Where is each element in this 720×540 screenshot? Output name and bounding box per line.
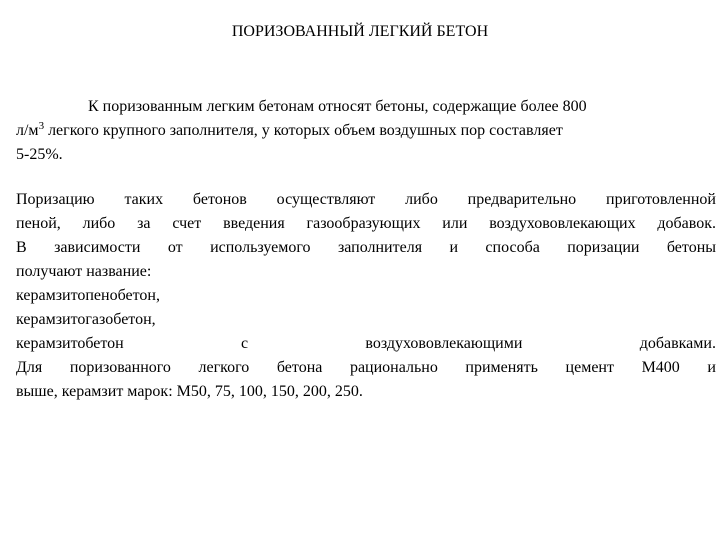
word: применять — [465, 359, 538, 376]
word: таких — [124, 191, 164, 208]
word: либо — [82, 215, 116, 232]
word: Поризацию — [16, 191, 95, 208]
word: бетонов — [192, 191, 247, 208]
word: и — [449, 239, 459, 256]
word: пеной, — [16, 215, 61, 232]
word: или — [442, 215, 468, 232]
word: В — [16, 239, 27, 256]
paragraph-2-line-8 — [16, 356, 716, 380]
word: добавками. — [639, 335, 716, 352]
word: приготовленной — [606, 191, 716, 208]
word: зависимости — [54, 239, 141, 256]
document-title: ПОРИЗОВАННЫЙ ЛЕГКИЙ БЕТОН — [231, 23, 489, 40]
word: и — [707, 359, 716, 376]
word: М400 — [641, 359, 680, 376]
unit-text: л/м — [16, 122, 39, 139]
paragraph-1-line-2-text: легкого крупного заполнителя, у которых объем воздушных пор составляет — [44, 122, 563, 139]
word: предварительно — [467, 191, 577, 208]
word: добавок. — [657, 215, 716, 232]
paragraph-2 — [16, 188, 716, 404]
word: либо — [405, 191, 438, 208]
unit-superscript: 3 — [38, 120, 45, 132]
list-item-gazobeton: керамзитогазобетон, — [16, 311, 156, 328]
word: рационально — [349, 359, 438, 376]
word: введения — [223, 215, 285, 232]
word: поризации — [567, 239, 640, 256]
word: керамзитобетон — [16, 335, 124, 352]
word: поризованного — [69, 359, 171, 376]
word: от — [167, 239, 183, 256]
word: бетона — [276, 359, 323, 376]
paragraph-2-line-1 — [16, 188, 716, 212]
word: воздухововлекающими — [365, 335, 523, 352]
word: легкого — [198, 359, 250, 376]
word: Для — [16, 359, 43, 376]
word: используемого — [210, 239, 311, 256]
word: бетоны — [666, 239, 716, 256]
paragraph-2-line-4: получают название: — [16, 263, 152, 280]
word: заполнителя — [337, 239, 423, 256]
word: счет — [172, 215, 202, 232]
list-item-keramzitobeton — [16, 332, 716, 356]
word: с — [241, 335, 249, 352]
word: способа — [485, 239, 540, 256]
word: газообразующих — [306, 215, 421, 232]
paragraph-1-line-1: К поризованным легким бетонам относят бетоны, содержащие более 800 — [88, 98, 587, 115]
word: за — [137, 215, 151, 232]
paragraph-1-line-3: 5-25%. — [16, 146, 63, 163]
paragraph-2-line-9: выше, керамзит марок: М50, 75, 100, 150, 200, 250. — [16, 383, 363, 400]
word: воздухововлекающих — [489, 215, 636, 232]
list-item-penobeton: керамзитопенобетон, — [16, 287, 160, 304]
word: осуществляют — [276, 191, 376, 208]
word: цемент — [565, 359, 614, 376]
paragraph-2-line-2 — [16, 212, 716, 236]
paragraph-2-line-3 — [16, 236, 716, 260]
paragraph-1-continuation — [16, 119, 716, 167]
paragraph-1-line-2 — [16, 119, 716, 143]
